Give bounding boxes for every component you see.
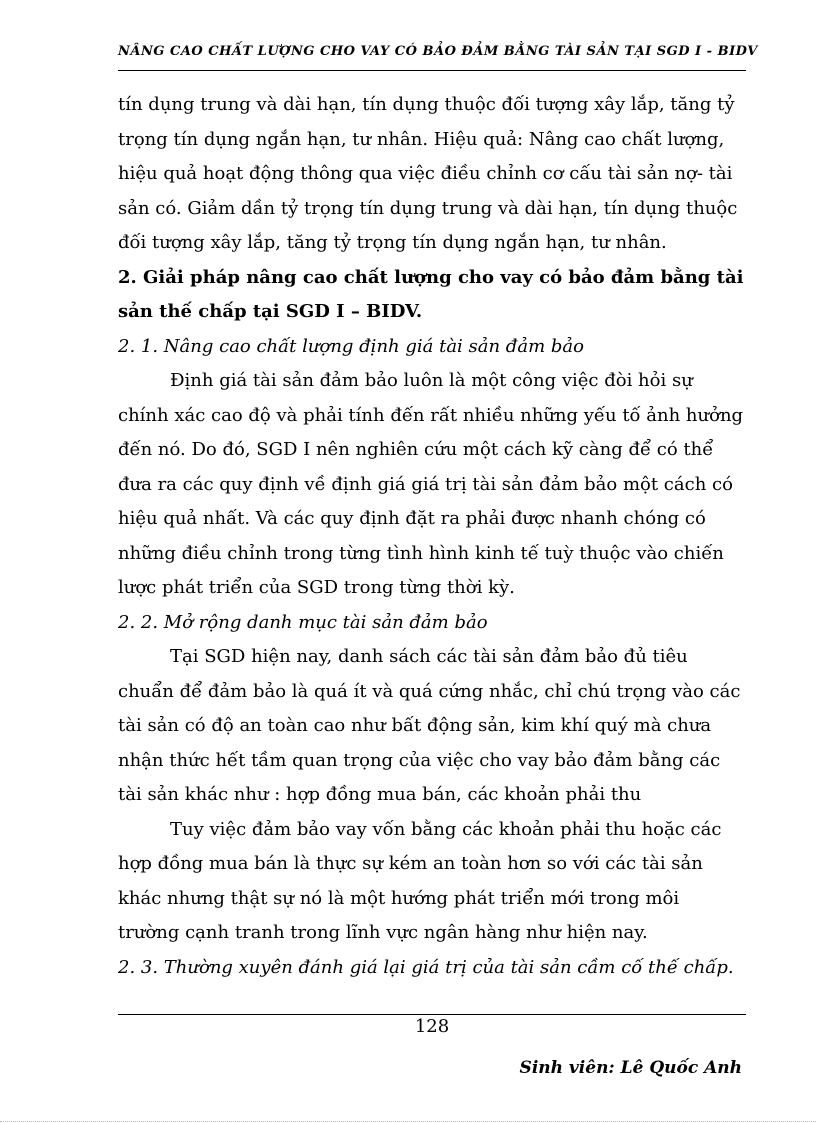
document-body [118, 88, 746, 985]
paragraph-2-1: Định giá tài sản đảm bảo luôn là một công việc đòi hỏi sự chính xác cao độ và phải tính đến rất nhiều những yếu tố ảnh hưởng đến nó. Do đó, SGD I nên nghiên cứu một cách kỹ càng để có thể đưa ra các quy định về định giá giá trị tài sản đảm bảo một cách có hiệu quả nhất. Và các quy định đặt ra phải được nhanh chóng có những điều chỉnh trong từng tình hình kinh tế tuỳ thuộc vào chiến lược phát triển của SGD trong từng thời kỳ. [118, 370, 744, 598]
page-number: 128 [414, 1016, 450, 1037]
header-divider [118, 70, 746, 71]
subsection-heading-2-2: 2. 2. Mở rộng danh mục tài sản đảm bảo [118, 611, 488, 633]
footer-divider [118, 1014, 746, 1015]
subsection-heading-2-3: 2. 3. Thường xuyên đánh giá lại giá trị của tài sản cầm cố thế chấp. [118, 956, 734, 978]
subsection-heading-2-1: 2. 1. Nâng cao chất lượng định giá tài sản đảm bảo [118, 335, 584, 357]
paragraph-2-2a: Tại SGD hiện nay, danh sách các tài sản đảm bảo đủ tiêu chuẩn để đảm bảo là quá ít và quá cứng nhắc, chỉ chú trọng vào các tài sản có độ an toàn cao như bất động sản, kim khí quý mà chưa nhận thức hết tầm quan trọng của việc cho vay bảo đảm bằng các tài sản khác như : hợp đồng mua bán, các khoản phải thu [118, 646, 741, 805]
running-header: NÂNG CAO CHẤT LƯỢNG CHO VAY CÓ BẢO ĐẢM BẰNG TÀI SẢN TẠI SGD I - BIDV [118, 44, 758, 59]
paragraph-intro: tín dụng trung và dài hạn, tín dụng thuộc đối tượng xây lắp, tăng tỷ trọng tín dụng ngắn hạn, tư nhân. Hiệu quả: Nâng cao chất lượng, hiệu quả hoạt động thông qua việc điều chỉnh cơ cấu tài sản nợ- tài sản có. Giảm dần tỷ trọng tín dụng trung và dài hạn, tín dụng thuộc đối tượng xây lắp, tăng tỷ trọng tín dụng ngắn hạn, tư nhân. [118, 94, 738, 253]
student-name: Sinh viên: Lê Quốc Anh [519, 1058, 742, 1078]
page-bottom-edge [0, 1121, 816, 1122]
section-heading-2: 2. Giải pháp nâng cao chất lượng cho vay có bảo đảm bằng tài sản thế chấp tại SGD I – BIDV. [118, 266, 744, 322]
paragraph-2-2b: Tuy việc đảm bảo vay vốn bằng các khoản phải thu hoặc các hợp đồng mua bán là thực sự kém an toàn hơn so với các tài sản khác nhưng thật sự nó là một hướng phát triển mới trong môi trường cạnh tranh trong lĩnh vực ngân hàng như hiện nay. [118, 818, 722, 943]
